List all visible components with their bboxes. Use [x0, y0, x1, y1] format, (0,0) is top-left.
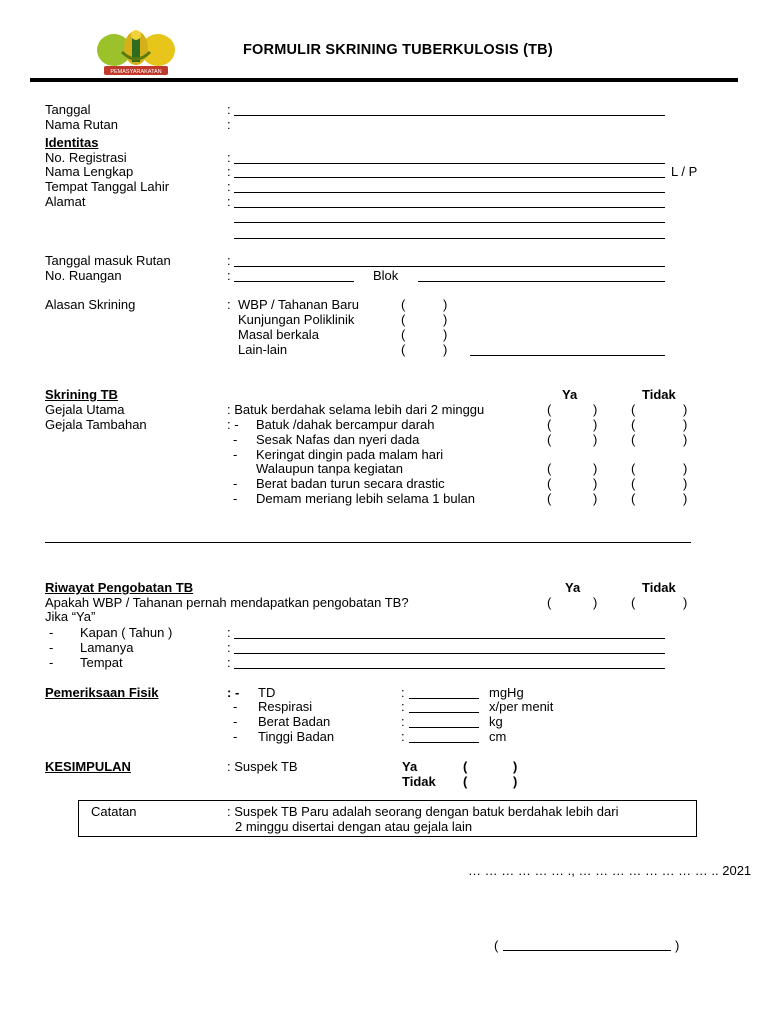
check-open[interactable]: ( — [547, 417, 552, 432]
gejala-item: Berat badan turun secara drastic — [256, 476, 445, 491]
label-gejala-utama: Gejala Utama — [45, 402, 125, 417]
pemasyarakatan-logo — [92, 26, 180, 78]
header-rule — [30, 78, 738, 82]
check-open[interactable]: ( — [631, 461, 636, 476]
fisik-unit: kg — [489, 714, 503, 729]
colon: : — [401, 699, 405, 714]
tambahan-prefix: : - — [227, 417, 239, 432]
heading-skrining: Skrining TB — [45, 387, 118, 402]
check-close[interactable]: ) — [593, 402, 598, 417]
colon: : — [227, 253, 231, 268]
label-nama-lengkap: Nama Lengkap — [45, 164, 134, 179]
check-close[interactable]: ) — [683, 432, 688, 447]
colon: : — [227, 150, 231, 165]
field-respirasi[interactable] — [409, 712, 479, 713]
label-alamat: Alamat — [45, 194, 86, 209]
colon: : — [227, 640, 231, 655]
sign-close: ) — [675, 938, 680, 953]
check-close[interactable]: ) — [593, 461, 598, 476]
check-close[interactable]: ) — [443, 327, 448, 342]
colon: : — [227, 179, 231, 194]
check-open[interactable]: ( — [631, 476, 636, 491]
fisik-unit: mgHg — [489, 685, 524, 700]
check-close[interactable]: ) — [593, 432, 598, 447]
check-open[interactable]: ( — [631, 432, 636, 447]
field-tinggi-badan[interactable] — [409, 742, 479, 743]
check-open[interactable]: ( — [463, 759, 468, 774]
dash: - — [233, 699, 238, 714]
heading-riwayat: Riwayat Pengobatan TB — [45, 580, 194, 595]
check-open[interactable]: ( — [401, 312, 406, 327]
col-ya: Ya — [562, 387, 578, 402]
dash: - — [233, 729, 238, 744]
check-open[interactable]: ( — [401, 327, 406, 342]
section-divider — [45, 542, 691, 543]
check-close[interactable]: ) — [443, 342, 448, 357]
gejala-item: Demam meriang lebih selama 1 bulan — [256, 491, 475, 506]
dash: - — [233, 447, 238, 462]
check-open[interactable]: ( — [631, 417, 636, 432]
fisik-unit: x/per menit — [489, 699, 554, 714]
dash: - — [49, 640, 54, 655]
check-open[interactable]: ( — [463, 774, 468, 789]
field-tanggal[interactable] — [234, 115, 665, 116]
check-close[interactable]: ) — [683, 417, 688, 432]
check-close[interactable]: ) — [593, 595, 598, 610]
colon: : — [227, 655, 231, 670]
field-alamat-3[interactable] — [234, 238, 665, 239]
field-no-ruangan[interactable] — [234, 281, 354, 282]
gejala-item: Sesak Nafas dan nyeri dada — [256, 432, 420, 447]
colon: : — [227, 194, 231, 209]
catatan-line-1: : Suspek TB Paru adalah seorang dengan batuk berdahak lebih dari — [227, 804, 619, 819]
kesimpulan-ya: Ya — [402, 759, 418, 774]
check-open[interactable]: ( — [547, 491, 552, 506]
gejala-item: Keringat dingin pada malam hari — [256, 447, 444, 462]
check-open[interactable]: ( — [547, 476, 552, 491]
field-tgl-masuk[interactable] — [234, 266, 665, 267]
riwayat-question: Apakah WBP / Tahanan pernah mendapatkan pengobatan TB? — [45, 595, 409, 610]
heading-fisik: Pemeriksaan Fisik — [45, 685, 159, 700]
dash: - — [233, 491, 238, 506]
check-open[interactable]: ( — [631, 595, 636, 610]
field-kapan[interactable] — [234, 638, 665, 639]
catatan-line-2: 2 minggu disertai dengan atau gejala lain — [235, 819, 473, 834]
riwayat-jika: Jika “Ya” — [45, 609, 96, 624]
check-open[interactable]: ( — [547, 402, 552, 417]
check-close[interactable]: ) — [593, 491, 598, 506]
field-berat-badan[interactable] — [409, 727, 479, 728]
kesimpulan-suspek: : Suspek TB — [227, 759, 298, 774]
field-tempat[interactable] — [234, 668, 665, 669]
fisik-label: Berat Badan — [258, 714, 331, 729]
field-alamat-2[interactable] — [234, 222, 665, 223]
fisik-prefix: : - — [227, 685, 240, 700]
kesimpulan-tidak: Tidak — [402, 774, 436, 789]
label-no-ruangan: No. Ruangan — [45, 268, 122, 283]
colon: : — [227, 297, 231, 312]
field-lain-lain[interactable] — [470, 355, 665, 356]
check-close[interactable]: ) — [443, 312, 448, 327]
colon: : — [227, 268, 231, 283]
dash: - — [233, 476, 238, 491]
alasan-option: Lain-lain — [238, 342, 288, 357]
check-close[interactable]: ) — [593, 476, 598, 491]
check-open[interactable]: ( — [401, 297, 406, 312]
alasan-option: Masal berkala — [238, 327, 319, 342]
field-td[interactable] — [409, 698, 479, 699]
label-tgl-masuk: Tanggal masuk Rutan — [45, 253, 171, 268]
colon: : — [401, 685, 405, 700]
signature-field[interactable] — [503, 950, 671, 951]
riwayat-item: Kapan ( Tahun ) — [80, 625, 173, 640]
check-close[interactable]: ) — [683, 491, 688, 506]
sign-open: ( — [494, 938, 499, 953]
gejala-item-cont: Walaupun tanpa kegiatan — [256, 461, 403, 476]
check-close[interactable]: ) — [593, 417, 598, 432]
field-blok[interactable] — [418, 281, 665, 282]
field-no-registrasi[interactable] — [234, 163, 665, 164]
check-open[interactable]: ( — [547, 461, 552, 476]
label-ttl: Tempat Tanggal Lahir — [45, 179, 170, 194]
riwayat-item: Lamanya — [80, 640, 134, 655]
field-nama-lengkap[interactable] — [234, 177, 665, 178]
fisik-label: Tinggi Badan — [258, 729, 335, 744]
label-tanggal: Tanggal — [45, 102, 91, 117]
label-alasan: Alasan Skrining — [45, 297, 136, 312]
check-open[interactable]: ( — [547, 432, 552, 447]
dash: - — [233, 432, 238, 447]
label-gejala-tambahan: Gejala Tambahan — [45, 417, 147, 432]
check-close[interactable]: ) — [513, 759, 518, 774]
alasan-option: Kunjungan Poliklinik — [238, 312, 355, 327]
check-close[interactable]: ) — [683, 461, 688, 476]
check-close[interactable]: ) — [513, 774, 518, 789]
label-blok: Blok — [373, 268, 399, 283]
label-no-registrasi: No. Registrasi — [45, 150, 127, 165]
col-tidak: Tidak — [642, 580, 676, 595]
dash: - — [49, 655, 54, 670]
dash: - — [49, 625, 54, 640]
gejala-utama-item: : Batuk berdahak selama lebih dari 2 minggu — [227, 402, 485, 417]
form-title: FORMULIR SKRINING TUBERKULOSIS (TB) — [243, 42, 553, 58]
colon: : — [227, 117, 231, 132]
dash: - — [233, 714, 238, 729]
colon: : — [401, 714, 405, 729]
check-close[interactable]: ) — [443, 297, 448, 312]
colon: : — [227, 625, 231, 640]
gejala-item: Batuk /dahak bercampur darah — [256, 417, 435, 432]
colon: : — [227, 102, 231, 117]
fisik-label: Respirasi — [258, 699, 313, 714]
colon: : — [227, 164, 231, 179]
check-open[interactable]: ( — [631, 402, 636, 417]
col-ya: Ya — [565, 580, 581, 595]
col-tidak: Tidak — [642, 387, 676, 402]
gender-option[interactable]: L / P — [671, 164, 698, 179]
fisik-label: TD — [258, 685, 276, 700]
date-place-line[interactable]: … … … … … … ., … … … … … … … … .. 2021 — [468, 863, 752, 878]
label-nama-rutan: Nama Rutan — [45, 117, 118, 132]
check-close[interactable]: ) — [683, 595, 688, 610]
fisik-unit: cm — [489, 729, 507, 744]
field-lamanya[interactable] — [234, 653, 665, 654]
check-open[interactable]: ( — [631, 491, 636, 506]
check-close[interactable]: ) — [683, 476, 688, 491]
catatan-label: Catatan — [91, 804, 137, 819]
field-ttl[interactable] — [234, 192, 665, 193]
colon: : — [401, 729, 405, 744]
svg-text:PEMASYARAKATAN: PEMASYARAKATAN — [110, 69, 162, 75]
check-close[interactable]: ) — [683, 402, 688, 417]
check-open[interactable]: ( — [547, 595, 552, 610]
riwayat-item: Tempat — [80, 655, 123, 670]
field-alamat-1[interactable] — [234, 207, 665, 208]
heading-identitas: Identitas — [45, 135, 99, 150]
alasan-option: WBP / Tahanan Baru — [238, 297, 359, 312]
heading-kesimpulan: KESIMPULAN — [45, 759, 131, 774]
check-open[interactable]: ( — [401, 342, 406, 357]
